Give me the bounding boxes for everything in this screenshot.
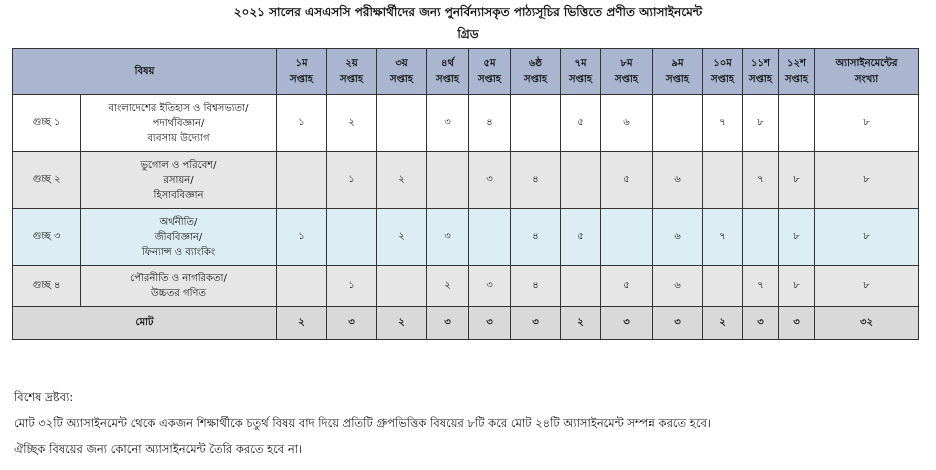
header-week-6: ৬ষ্ঠ সপ্তাহ	[511, 49, 561, 95]
week-cell: ৮	[779, 209, 815, 266]
notes-line-2: ঐচ্ছিক বিষয়ের জন্য কোনো অ্যাসাইনমেন্ট তৈরি করতে হবে না।	[14, 442, 303, 456]
header-week-1: ১ম সপ্তাহ	[277, 49, 327, 95]
assignment-grid-table	[12, 48, 919, 340]
group-subjects: পৌরনীতি ও নাগরিকতা/ উচ্চতর গণিত	[81, 266, 277, 307]
table-row-group-4	[13, 266, 919, 307]
week-cell	[561, 266, 601, 307]
group-subjects: অর্থনীতি/ জীববিজ্ঞান/ ফিন্যান্স ও ব্যাংকিং	[81, 209, 277, 266]
assignment-count-cell: ৮	[815, 266, 919, 307]
week-cell	[703, 266, 743, 307]
header-week-10: ১০ম সপ্তাহ	[703, 49, 743, 95]
week-cell: ৩	[427, 95, 469, 152]
week-cell	[561, 152, 601, 209]
header-week-11: ১১শ সপ্তাহ	[743, 49, 779, 95]
total-cell: ৩	[427, 307, 469, 340]
header-assignment-count: অ্যাসাইনমেন্টের সংখ্যা	[815, 49, 919, 95]
total-cell: ৩	[601, 307, 653, 340]
group-subjects: ভুগোল ও পরিবেশ/ রসায়ন/ হিসাববিজ্ঞান	[81, 152, 277, 209]
header-week-5: ৫ম সপ্তাহ	[469, 49, 511, 95]
week-cell: ৬	[653, 266, 703, 307]
week-cell	[377, 95, 427, 152]
notes-line-1: মোট ৩২টি অ্যাসাইনমেন্ট থেকে একজন শিক্ষার্থীকে চতুর্থ বিষয় বাদ দিয়ে প্রতিটি গ্রুপভিত্তিক বিষয়ের ৮টি করে মোট ২৪টি অ্যাসাইনমেন্ট সম্পন্ন করতে হবে।	[14, 416, 711, 430]
week-cell: ৪	[511, 266, 561, 307]
header-week-4: ৪র্থ সপ্তাহ	[427, 49, 469, 95]
week-cell: ১	[327, 266, 377, 307]
week-cell: ৭	[743, 266, 779, 307]
header-row	[13, 49, 919, 95]
group-name: গুচ্ছ ৩	[13, 209, 81, 266]
week-cell: ৩	[427, 209, 469, 266]
table-row-group-2	[13, 152, 919, 209]
header-week-7: ৭ম সপ্তাহ	[561, 49, 601, 95]
week-cell: ৪	[511, 152, 561, 209]
total-assignment-count: ৩২	[815, 307, 919, 340]
group-name: গুচ্ছ ৪	[13, 266, 81, 307]
week-cell: ৬	[653, 209, 703, 266]
week-cell: ৪	[511, 209, 561, 266]
notes-section	[14, 384, 711, 462]
week-cell: ১	[277, 95, 327, 152]
week-cell	[277, 152, 327, 209]
week-cell: ৭	[743, 152, 779, 209]
week-cell: ৫	[561, 209, 601, 266]
table-row-total	[13, 307, 919, 340]
group-name: গুচ্ছ ২	[13, 152, 81, 209]
week-cell: ৫	[601, 152, 653, 209]
week-cell: ২	[377, 152, 427, 209]
page-title: ২০২১ সালের এসএসসি পরীক্ষার্থীদের জন্য পুনর্বিন্যাসকৃত পাঠ্যসূচির ভিত্তিতে প্রণীত অ্যাসাইনমেন্ট	[233, 5, 703, 19]
group-subjects: বাংলাদেশের ইতিহাস ও বিশ্বসভ্যতা/ পদার্থবিজ্ঞান/ ব্যবসায় উদ্যোগ	[81, 95, 277, 152]
total-cell: ২	[377, 307, 427, 340]
header-subject: বিষয়	[13, 49, 277, 95]
week-cell: ৬	[653, 152, 703, 209]
week-cell: ২	[377, 209, 427, 266]
week-cell: ৫	[601, 266, 653, 307]
week-cell: ২	[327, 95, 377, 152]
week-cell	[511, 95, 561, 152]
group-name: গুচ্ছ ১	[13, 95, 81, 152]
week-cell: ৭	[703, 95, 743, 152]
week-cell: ১	[277, 209, 327, 266]
total-cell: ২	[277, 307, 327, 340]
total-cell: ৩	[327, 307, 377, 340]
total-cell: ৩	[469, 307, 511, 340]
week-cell: ৭	[703, 209, 743, 266]
week-cell: ৬	[601, 95, 653, 152]
total-cell: ৩	[779, 307, 815, 340]
week-cell	[601, 209, 653, 266]
total-cell: ২	[561, 307, 601, 340]
header-week-3: ৩য় সপ্তাহ	[377, 49, 427, 95]
week-cell	[427, 152, 469, 209]
total-cell: ৩	[743, 307, 779, 340]
week-cell	[377, 266, 427, 307]
header-week-12: ১২শ সপ্তাহ	[779, 49, 815, 95]
week-cell: ১	[327, 152, 377, 209]
header-week-2: ২য় সপ্তাহ	[327, 49, 377, 95]
week-cell	[743, 209, 779, 266]
assignment-count-cell: ৮	[815, 152, 919, 209]
header-week-9: ৯ম সপ্তাহ	[653, 49, 703, 95]
table-row-group-1	[13, 95, 919, 152]
assignment-count-cell: ৮	[815, 95, 919, 152]
week-cell	[277, 266, 327, 307]
week-cell	[327, 209, 377, 266]
week-cell: ৫	[561, 95, 601, 152]
table-row-group-3	[13, 209, 919, 266]
notes-heading: বিশেষ দ্রষ্টব্য:	[14, 390, 74, 404]
page-subtitle: গ্রিড	[457, 27, 479, 41]
week-cell	[779, 95, 815, 152]
total-label: মোট	[13, 307, 277, 340]
week-cell	[703, 152, 743, 209]
total-cell: ৩	[653, 307, 703, 340]
week-cell	[469, 209, 511, 266]
week-cell: ৮	[779, 152, 815, 209]
week-cell: ৪	[469, 95, 511, 152]
week-cell	[653, 95, 703, 152]
week-cell: ৮	[743, 95, 779, 152]
week-cell: ২	[427, 266, 469, 307]
week-cell: ৩	[469, 266, 511, 307]
week-cell: ৩	[469, 152, 511, 209]
week-cell: ৮	[779, 266, 815, 307]
total-cell: ৩	[511, 307, 561, 340]
total-cell: ২	[703, 307, 743, 340]
assignment-count-cell: ৮	[815, 209, 919, 266]
header-week-8: ৮ম সপ্তাহ	[601, 49, 653, 95]
